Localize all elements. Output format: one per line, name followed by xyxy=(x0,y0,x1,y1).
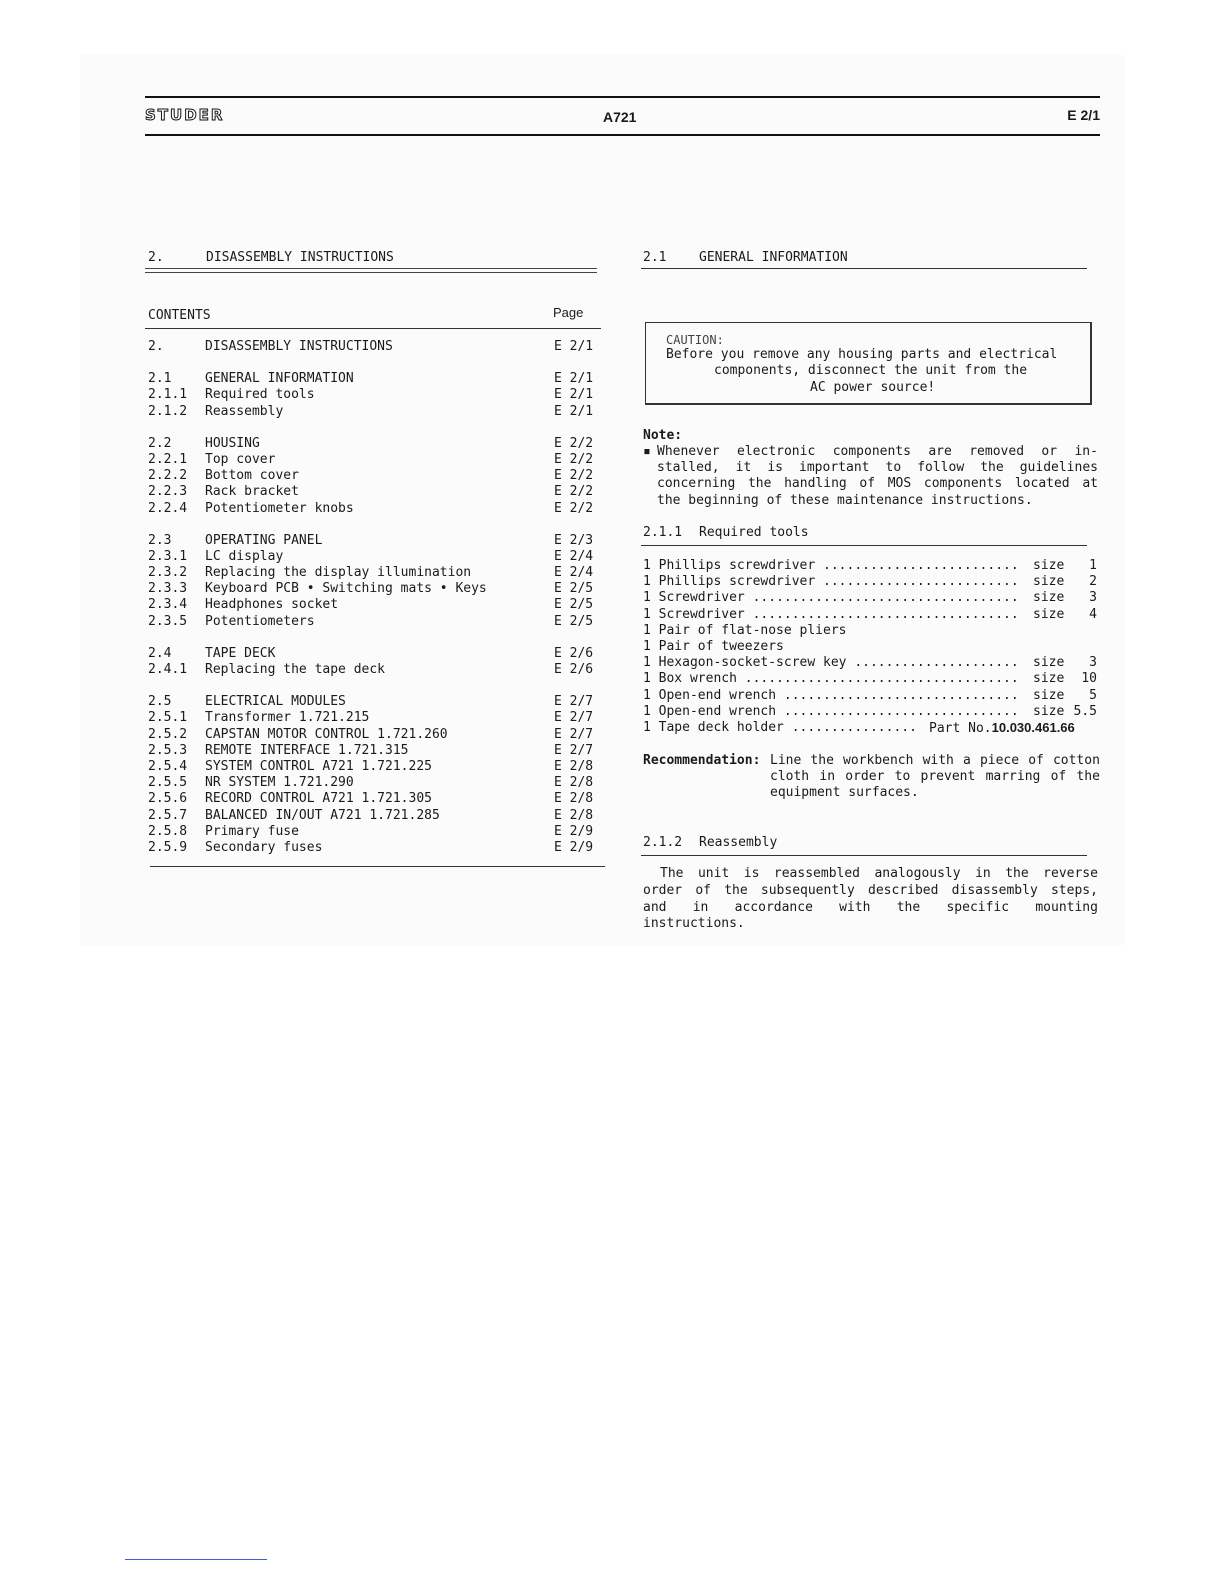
text-word: are xyxy=(928,444,952,459)
section-title: DISASSEMBLY INSTRUCTIONS xyxy=(206,250,394,265)
text-word: important xyxy=(799,460,870,476)
text-word: components xyxy=(832,444,911,459)
text-word: Whenever xyxy=(657,444,720,459)
page-column-label: Page xyxy=(553,305,584,320)
toc-entry-page: E 2/1 xyxy=(554,339,594,354)
toc-entry-page: E 2/8 xyxy=(554,807,594,823)
text-word: follow xyxy=(917,460,965,476)
text-line xyxy=(643,883,1098,900)
text-line xyxy=(643,493,1098,509)
toc-entry xyxy=(148,404,603,420)
reassembly-rule xyxy=(641,855,1087,856)
toc-entry-title: Bottom cover xyxy=(205,468,299,484)
caution-line-1: Before you remove any housing parts and electrical xyxy=(666,347,1058,362)
toc-entry-page: E 2/4 xyxy=(554,548,594,564)
toc-entry-number: 2.3.1 xyxy=(148,548,188,564)
text-line xyxy=(770,769,1100,785)
text-word: of xyxy=(695,882,711,898)
toc-entry-number: 2.5.1 xyxy=(148,710,188,726)
tool-size-label: size xyxy=(1033,687,1065,703)
caution-label: CAUTION: xyxy=(666,333,724,347)
toc-entry-page: E 2/4 xyxy=(554,565,594,581)
section-double-rule xyxy=(145,268,597,273)
reassembly-paragraph xyxy=(643,866,1098,933)
tool-item xyxy=(643,671,1103,687)
text-line xyxy=(643,900,1098,917)
toc-entry-number: 2.1 xyxy=(148,371,172,387)
toc-entry-page: E 2/8 xyxy=(554,758,594,774)
toc-entry-page: E 2/7 xyxy=(554,710,594,726)
text-word: to xyxy=(894,769,911,785)
text-word: the xyxy=(896,899,921,915)
toc-entry-page: E 2/7 xyxy=(554,694,594,710)
text-word: analogously xyxy=(874,866,961,881)
tool-item xyxy=(643,704,1103,720)
toc-entry-number: 2.2.3 xyxy=(148,484,188,500)
part-number-value: 10.030.461.66 xyxy=(991,719,1075,735)
tool-size-value: 2 xyxy=(1089,574,1097,590)
toc-entry-number: 2.2 xyxy=(148,435,172,451)
text-word: workbench xyxy=(843,753,914,768)
tool-description: 1 Open-end wrench .............................. xyxy=(643,703,1019,719)
text-word: in xyxy=(819,769,836,785)
toc-entry-number: 2.2.2 xyxy=(148,468,188,484)
text-line xyxy=(770,785,1100,801)
text-word: components xyxy=(923,476,1003,492)
text-word: cotton xyxy=(1052,753,1100,768)
toc-entry-page: E 2/1 xyxy=(554,403,594,419)
text-word: subsequently xyxy=(760,882,855,898)
table-of-contents xyxy=(148,339,603,872)
text-word: removed xyxy=(969,444,1025,459)
general-information-heading xyxy=(643,250,848,265)
toc-entry-page: E 2/5 xyxy=(554,613,594,629)
caution-line-3: AC power source! xyxy=(810,380,936,395)
note-label: Note: xyxy=(643,428,683,443)
toc-entry-page: E 2/9 xyxy=(554,839,594,855)
toc-entry-page: E 2/6 xyxy=(554,662,594,677)
toc-entry-title: Potentiometers xyxy=(205,613,315,629)
toc-entry-number: 2.5.7 xyxy=(148,807,188,823)
toc-entry-number: 2.5.2 xyxy=(148,726,188,742)
gi-title: GENERAL INFORMATION xyxy=(699,250,848,265)
toc-entry-page: E 2/2 xyxy=(554,468,594,484)
toc-entry-number: 2.5.4 xyxy=(148,758,188,774)
tool-item xyxy=(643,639,1103,655)
text-word: with xyxy=(922,753,954,768)
toc-entry-page: E 2/5 xyxy=(554,597,594,613)
text-word: Line xyxy=(770,753,802,768)
toc-entry-title: Required tools xyxy=(205,387,315,403)
part-number xyxy=(929,720,1075,736)
section-heading xyxy=(148,250,394,265)
contents-label: CONTENTS xyxy=(148,308,211,323)
toc-entry xyxy=(148,597,603,613)
toc-entry-number: 2.5.9 xyxy=(148,839,188,855)
required-tools-heading xyxy=(643,525,809,540)
part-number-label: Part No. xyxy=(929,720,992,736)
toc-entry xyxy=(148,452,603,468)
text-word: equipment surfaces. xyxy=(770,785,919,801)
text-word: the xyxy=(1005,866,1029,881)
toc-group xyxy=(148,371,603,420)
tool-size-value: 3 xyxy=(1089,590,1097,606)
toc-entry-number: 2.2.4 xyxy=(148,500,188,516)
text-word: at xyxy=(1082,476,1098,492)
text-word: order xyxy=(845,769,885,785)
tool-size-value: 5.5 xyxy=(1073,703,1097,719)
text-word: the xyxy=(1076,769,1100,785)
tool-size-value: 1 xyxy=(1089,558,1097,573)
tool-size-value: 3 xyxy=(1089,655,1097,671)
tool-item xyxy=(643,655,1103,671)
toc-entry-number: 2.3.5 xyxy=(148,613,188,629)
tool-size-label: size xyxy=(1033,558,1065,573)
model-number: A721 xyxy=(603,109,637,125)
tool-description: 1 Tape deck holder ................ xyxy=(643,719,917,735)
studer-logo: STUDER xyxy=(145,106,225,124)
text-word: of xyxy=(1050,769,1067,785)
text-line xyxy=(643,476,1098,492)
toc-entry-number: 2. xyxy=(148,339,164,354)
toc-entry xyxy=(148,646,603,662)
toc-entry xyxy=(148,710,603,726)
text-word: with xyxy=(839,899,871,915)
toc-entry-title: Potentiometer knobs xyxy=(205,500,354,516)
toc-entry xyxy=(148,662,603,678)
tool-size-label: size xyxy=(1033,671,1065,687)
tool-description: 1 Phillips screwdriver ......................... xyxy=(643,558,1019,573)
tools-rule xyxy=(641,545,1087,546)
toc-entry-title: RECORD CONTROL A721 1.721.305 xyxy=(205,791,432,807)
tool-item xyxy=(643,574,1103,590)
toc-entry-number: 2.1.2 xyxy=(148,403,188,419)
text-word: reassembled xyxy=(773,866,860,881)
toc-group xyxy=(148,646,603,678)
toc-entry-number: 2.4.1 xyxy=(148,662,188,677)
toc-entry-number: 2.4 xyxy=(148,645,172,661)
toc-entry-title: Transformer 1.721.215 xyxy=(205,710,370,726)
toc-entry-title: CAPSTAN MOTOR CONTROL 1.721.260 xyxy=(205,726,448,742)
tool-item xyxy=(643,590,1103,606)
toc-entry-title: Rack bracket xyxy=(205,484,299,500)
text-word: specific xyxy=(946,899,1010,915)
toc-entry-title: GENERAL INFORMATION xyxy=(205,371,354,387)
toc-entry xyxy=(148,565,603,581)
text-word: unit xyxy=(697,866,730,881)
toc-entry xyxy=(148,840,603,856)
tool-description: 1 Screwdriver .................................. xyxy=(643,590,1019,606)
toc-entry-page: E 2/2 xyxy=(554,484,594,500)
tool-size-label: size xyxy=(1033,703,1065,719)
toc-entry xyxy=(148,791,603,807)
text-word: is xyxy=(743,866,760,881)
text-word: MOS xyxy=(887,476,912,492)
toc-entry-page: E 2/5 xyxy=(554,581,594,597)
toc-entry-title: REMOTE INTERFACE 1.721.315 xyxy=(205,742,409,758)
toc-entry xyxy=(148,484,603,500)
text-word: accordance xyxy=(734,899,813,915)
toc-entry-title: Reassembly xyxy=(205,403,284,419)
tool-size-label: size xyxy=(1033,574,1065,590)
toc-entry xyxy=(148,501,603,517)
toc-entry-page: E 2/1 xyxy=(554,371,594,387)
text-word: cloth xyxy=(770,769,810,785)
text-word: or xyxy=(1041,444,1058,459)
toc-entry xyxy=(148,436,603,452)
tools-list xyxy=(643,558,1103,736)
toc-group xyxy=(148,533,603,630)
toc-entry xyxy=(148,824,603,840)
toc-entry-title: DISASSEMBLY INSTRUCTIONS xyxy=(205,339,393,354)
text-word: of xyxy=(859,476,876,492)
text-word: the xyxy=(747,476,772,492)
toc-entry-title: NR SYSTEM 1.721.290 xyxy=(205,775,354,791)
text-word: reverse xyxy=(1043,866,1098,881)
toc-entry-title: SYSTEM CONTROL A721 1.721.225 xyxy=(205,758,432,774)
text-word: electronic xyxy=(737,444,816,459)
text-word: mounting xyxy=(1035,899,1098,915)
tool-size-value: 4 xyxy=(1089,606,1097,622)
text-word: guidelines xyxy=(1019,460,1098,476)
toc-entry-title: ELECTRICAL MODULES xyxy=(205,694,346,710)
toc-entry xyxy=(148,339,603,355)
toc-entry-number: 2.3.2 xyxy=(148,565,188,581)
text-word: in- xyxy=(1074,444,1098,459)
tool-item xyxy=(643,688,1103,704)
tool-description: 1 Phillips screwdriver ......................... xyxy=(643,574,1019,590)
tool-item xyxy=(643,607,1103,623)
contents-end-rule xyxy=(150,866,605,867)
toc-entry-title: LC display xyxy=(205,548,284,564)
toc-entry xyxy=(148,743,603,759)
toc-entry-number: 2.3 xyxy=(148,532,172,548)
toc-entry xyxy=(148,549,603,565)
toc-entry-number: 2.5.3 xyxy=(148,742,188,758)
recommendation-label: Recommendation: xyxy=(643,753,761,768)
toc-entry-title: Secondary fuses xyxy=(205,839,323,855)
text-word: the beginning of these maintenance instructions. xyxy=(657,492,1033,508)
text-line xyxy=(643,866,1098,883)
toc-entry xyxy=(148,694,603,710)
contents-rule xyxy=(145,328,601,329)
toc-entry xyxy=(148,533,603,549)
text-word: in xyxy=(692,899,709,915)
toc-entry xyxy=(148,581,603,597)
toc-entry-page: E 2/6 xyxy=(554,645,594,661)
text-word: of xyxy=(1028,753,1044,768)
bullet-icon: ▪ xyxy=(643,444,651,459)
toc-entry-title: BALANCED IN/OUT A721 1.721.285 xyxy=(205,807,440,823)
toc-entry-page: E 2/8 xyxy=(554,791,594,807)
recommendation-text xyxy=(770,753,1100,802)
gi-number: 2.1 xyxy=(643,250,667,265)
section-number: 2. xyxy=(148,250,164,265)
toc-group xyxy=(148,339,603,355)
text-word: steps, xyxy=(1050,882,1098,898)
toc-entry-title: Headphones socket xyxy=(205,597,339,613)
toc-entry-title: OPERATING PANEL xyxy=(205,532,323,548)
toc-entry-page: E 2/1 xyxy=(554,387,594,403)
toc-entry-page: E 2/2 xyxy=(554,435,594,451)
toc-entry-number: 2.2.1 xyxy=(148,451,188,467)
tool-item-tape-deck-holder xyxy=(643,720,1103,736)
text-word: in xyxy=(975,866,991,881)
text-word: prevent xyxy=(920,769,976,785)
tool-size-label: size xyxy=(1033,590,1065,606)
toc-entry-number: 2.1.1 xyxy=(148,387,188,403)
note-paragraph xyxy=(643,444,1098,509)
toc-entry-title: Replacing the tape deck xyxy=(205,662,386,677)
caution-box xyxy=(645,322,1092,405)
toc-entry-page: E 2/3 xyxy=(554,532,594,548)
text-word: described xyxy=(868,882,939,898)
tool-description: 1 Pair of tweezers xyxy=(643,638,784,654)
toc-group xyxy=(148,436,603,517)
toc-entry-title: Primary fuse xyxy=(205,823,299,839)
toc-entry-title: HOUSING xyxy=(205,435,260,451)
footer-link-line xyxy=(125,1559,267,1560)
toc-entry-number: 2.3.3 xyxy=(148,581,188,597)
text-word: handling xyxy=(784,476,847,492)
text-line xyxy=(643,916,1098,933)
text-word: piece xyxy=(979,753,1020,768)
tool-description: 1 Open-end wrench .............................. xyxy=(643,687,1019,703)
toc-entry xyxy=(148,614,603,630)
text-word: and xyxy=(643,899,667,915)
toc-entry-number: 2.5 xyxy=(148,694,172,710)
tool-size-value: 10 xyxy=(1081,671,1097,687)
text-word: disassembly xyxy=(951,882,1038,898)
toc-entry-page: E 2/9 xyxy=(554,823,594,839)
toc-entry xyxy=(148,775,603,791)
toc-entry-page: E 2/7 xyxy=(554,726,594,742)
toc-entry-title: TAPE DECK xyxy=(205,645,276,661)
tool-description: 1 Screwdriver .................................. xyxy=(643,606,1019,622)
text-word: concerning xyxy=(657,476,736,492)
tool-size-label: size xyxy=(1033,655,1065,671)
toc-entry-page: E 2/8 xyxy=(554,775,594,791)
tool-size-value: 5 xyxy=(1089,687,1097,703)
text-line xyxy=(643,460,1098,476)
toc-entry xyxy=(148,759,603,775)
text-word: the xyxy=(980,460,1004,476)
page-number: E 2/1 xyxy=(1067,107,1100,123)
gi-rule xyxy=(641,268,1087,269)
tools-number: 2.1.1 xyxy=(643,525,683,540)
tool-item xyxy=(643,623,1103,639)
reassembly-heading xyxy=(643,835,777,850)
tool-item xyxy=(643,558,1103,574)
toc-entry-number: 2.3.4 xyxy=(148,597,188,613)
text-word: the xyxy=(724,882,748,898)
toc-entry-title: Top cover xyxy=(205,451,276,467)
toc-entry-number: 2.5.5 xyxy=(148,775,188,791)
text-word: The xyxy=(660,866,684,881)
toc-entry-title: Keyboard PCB • Switching mats • Keys xyxy=(205,581,487,597)
caution-line-2: components, disconnect the unit from the xyxy=(714,363,1028,378)
tool-description: 1 Pair of flat-nose pliers xyxy=(643,622,847,638)
toc-entry xyxy=(148,371,603,387)
text-word: a xyxy=(963,753,971,768)
text-word: instructions. xyxy=(643,916,745,932)
tools-title: Required tools xyxy=(699,525,809,540)
toc-entry-page: E 2/2 xyxy=(554,500,594,516)
tool-size-label: size xyxy=(1033,606,1065,622)
text-word: it xyxy=(735,460,752,476)
toc-entry-title: Replacing the display illumination xyxy=(205,565,472,581)
reassembly-title: Reassembly xyxy=(699,835,778,850)
text-word: located xyxy=(1014,476,1070,492)
toc-entry-number: 2.5.6 xyxy=(148,791,188,807)
text-word: marring xyxy=(985,769,1041,785)
toc-entry xyxy=(148,387,603,403)
toc-group xyxy=(148,694,603,856)
toc-entry-page: E 2/7 xyxy=(554,742,594,758)
text-word: order xyxy=(643,882,683,898)
toc-entry xyxy=(148,727,603,743)
text-line xyxy=(643,444,1098,460)
toc-entry xyxy=(148,468,603,484)
page-header xyxy=(145,96,1100,136)
tool-description: 1 Hexagon-socket-screw key ..................... xyxy=(643,655,1019,671)
reassembly-number: 2.1.2 xyxy=(643,835,683,850)
tool-description: 1 Box wrench ................................... xyxy=(643,671,1019,687)
toc-entry-number: 2.5.8 xyxy=(148,823,188,839)
toc-entry xyxy=(148,808,603,824)
text-word: the xyxy=(810,753,834,768)
text-word: stalled, xyxy=(657,460,720,476)
text-word: to xyxy=(885,460,902,476)
text-word: is xyxy=(767,460,783,476)
text-line xyxy=(770,753,1100,769)
toc-entry-page: E 2/2 xyxy=(554,451,594,467)
